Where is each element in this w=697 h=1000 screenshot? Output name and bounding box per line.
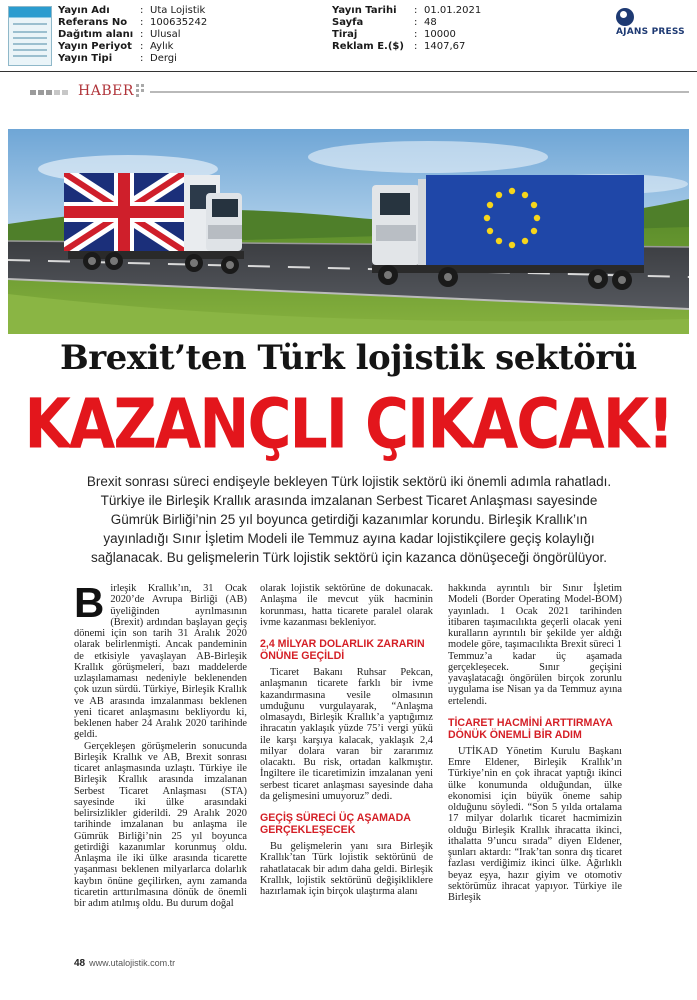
- meta-row: Yayın Adı : Uta Lojistik: [58, 5, 206, 16]
- subheading: TİCARET HACMİNİ ARTTIRMAYA DÖNÜK ÖNEMLİ BİR ADIM: [448, 716, 613, 741]
- uk-truck: [64, 173, 244, 274]
- hero-illustration: [8, 129, 689, 334]
- section-marker: [46, 90, 52, 95]
- headline-line-2: KAZANÇLI ÇIKACAK!: [24, 384, 673, 465]
- subheading: 2,4 MİLYAR DOLARLIK ZARARIN ÖNÜNE GEÇİLDİ: [260, 638, 425, 662]
- meta-row: Yayın Tipi : Dergi: [58, 53, 177, 64]
- section-marker: [30, 90, 36, 95]
- section-rule: [150, 91, 689, 93]
- paragraph: Gerçekleşen görüşmelerin sonucunda Birleşik Krallık ve AB, Brexit sonrası ticaret anlaşmasında uzlaştı. Türkiye ile Birleşik Krallık arasında imzalanan Serbest Ticaret Anlaşması (STA) sayesinde iki ülke arasındaki belirsizlikler giderildi. 29 Aralık 2020 tarihinde imzalanan bu anlaşma ile Gümrük Birliği’nin 25 yıl boyunca getirdiği kazanımlar korunmuş oldu. Anlaşma ile iki ülke arasında ticarette yaşanması beklenen milyarlarca dolarlık kaybın önüne geçilirken, aynı zamanda ticaretin arttırılmasına dönük de önemli bir adım atılmış oldu. Bu durum doğal: [74, 740, 247, 909]
- clipping-header: [0, 0, 697, 72]
- meta-row: Referans No : 100635242: [58, 17, 208, 28]
- uk-flag-icon: [64, 173, 184, 251]
- meta-row: Dağıtım alanı : Ulusal: [58, 29, 181, 40]
- ajans-press-logo: [616, 8, 692, 38]
- meta-row: Yayın Tarihi : 01.01.2021: [332, 5, 482, 16]
- ajans-press-globe-icon: [616, 8, 634, 26]
- spot-line: Türkiye ile Birleşik Krallık arasında imzalanan Serbest Ticaret Anlaşması sayesinde: [100, 493, 598, 508]
- spot-line: Gümrük Birliği’nin 25 yıl boyunca getirdiği kazanımlar korundu. Birleşik Krallık’ın: [110, 512, 588, 527]
- site-url: www.utalojistik.com.tr: [89, 958, 176, 968]
- spot-line: yayınladığı Sınır İşletim Modeli ile Temmuz ayına kadar lojistikçilere geçiş kolaylığı: [103, 531, 595, 546]
- section-marker: [62, 90, 68, 95]
- section-marker: [54, 90, 60, 95]
- hero-image-trucks: [8, 129, 689, 334]
- meta-row: Reklam E.($) : 1407,67: [332, 41, 466, 52]
- paragraph: hakkında ayrıntılı bir Sınır İşletim Modeli (Border Operating Model-BOM) yayınladı. 1 Ocak 2021 tarihinden itibaren taşımacılıkta geçerli olacak yeni kuralların ayrıntılı bir şekilde yer aldığı modele göre, taşımacılıkta Brexit süreci 1 Temmuz’a kadar üç aşamada gerçekleşecek. Sınır geçişini yavaşlatacağı öngörülen birçok zorunlu uygulama ise Nisan ya da Temmuz ayına ertelendi.: [448, 583, 622, 707]
- paragraph: Bu gelişmelerin yanı sıra Birleşik Krallık’tan Türk lojistik sektörünü de rahatlatacak bir adım daha geldi. Birleşik Krallık, lojistik sektörünü değişikliklere hazırlamak için birçok ulaştırma alanı: [260, 841, 433, 897]
- magazine-cover-thumbnail: [8, 6, 52, 66]
- article-column-3: [448, 583, 622, 903]
- page-footer: [74, 958, 175, 969]
- section-bar: [0, 80, 697, 104]
- spot-line: Brexit sonrası süreci endişeyle bekleyen Türk lojistik sektörü iki önemli adımla rahatladı.: [86, 474, 612, 489]
- section-label: HABER: [78, 83, 134, 99]
- paragraph: Ticaret Bakanı Ruhsar Pekcan, anlaşmanın ticarete farklı bir ivme kazandırmasına vesile olmasının umduğunu vurgulayarak, “Anlaşma olmasaydı, Birleşik Krallık’a yaptığımız ihracatın yaklaşık yüzde 75’i vergi yükü ile karşı karşıya kalacak, yaklaşık 2,4 milyar dolara varan bir zararımız olacaktı. Bu risk, ortadan kalkmıştır. İngiltere ile ticaretimizin imzalanan yeni serbest ticaret anlaşması sayesinde daha da gelişmesini umuyoruz” dedi.: [260, 667, 433, 802]
- section-grid-ornament: [136, 84, 146, 96]
- meta-table-left: [58, 5, 210, 65]
- agency-name: AJANS PRESS: [616, 27, 685, 37]
- meta-row: Sayfa : 48: [332, 17, 437, 28]
- drop-cap: B: [74, 579, 105, 626]
- meta-table-right: [332, 5, 484, 53]
- article-column-1: [74, 579, 247, 909]
- meta-row: Tiraj : 10000: [332, 29, 456, 40]
- eu-truck: [372, 175, 644, 290]
- headline-line-1: Brexit’ten Türk lojistik sektörü: [60, 338, 637, 378]
- eu-flag-icon: [426, 175, 644, 271]
- spot-line: sağlanacak. Bu gelişmelerin Türk lojistik sektörü için kazanca dönüşeceği öngörülüyor.: [90, 550, 608, 565]
- page-number: 48: [74, 958, 86, 969]
- section-marker: [38, 90, 44, 95]
- article-column-2: [260, 583, 433, 897]
- subheading: GEÇİŞ SÜRECİ ÜÇ AŞAMADA GERÇEKLEŞECEK: [260, 812, 411, 836]
- paragraph: olarak lojistik sektörüne de dokunacak. Anlaşma ile mevcut yük hacminin korunması, hatta ticarete paralel olarak ivme kazanması bekleniyor.: [260, 583, 433, 628]
- meta-row: Yayın Periyot : Aylık: [58, 41, 174, 52]
- paragraph: irleşik Krallık’ın, 31 Ocak 2020’de Avrupa Birliği (AB) üyeliğinden ayrılmasının (Brexit) ardından başlayan geçiş dönemi için son tarih 31 Aralık 2020 olarak belirlenmişti. Ancak pandeminin de etkisiyle yavaşlayan AB-Birleşik Krallık görüşmeleri, bazı maddelerde uzlaşılamaması nedeniyle beklenenden çok uzun sürdü. Türkiye, Birleşik Krallık ve AB arasında imzalanması beklenen yeni ticaret anlaşmasını bekliyordu ki, beklenen haber 24 Aralık 2020 tarihinde geldi.: [74, 583, 247, 741]
- paragraph: UTİKAD Yönetim Kurulu Başkanı Emre Eldener, Birleşik Krallık’ın Türkiye’nin en çok ihracat yaptığı ikinci ülke konumunda olduğundan, ülke ekonomisi için büyük öneme sahip olduğunu söyledi. “Son 5 yılda ortalama 17 milyar dolarlık ticaret hacmimizin olduğu Birleşik Krallık ihracatta ikinci, ithalatta 9’uncu sırada” diyen Eldener, şunları aktardı: “Irak’tan sonra dış ticaret fazlası verdiğimiz ikinci ülke. Ağırlıklı beyaz eşya, hazır giyim ve otomotiv sektörümüz ihracat yapıyor. Türkiye ile Birleşik: [448, 745, 622, 903]
